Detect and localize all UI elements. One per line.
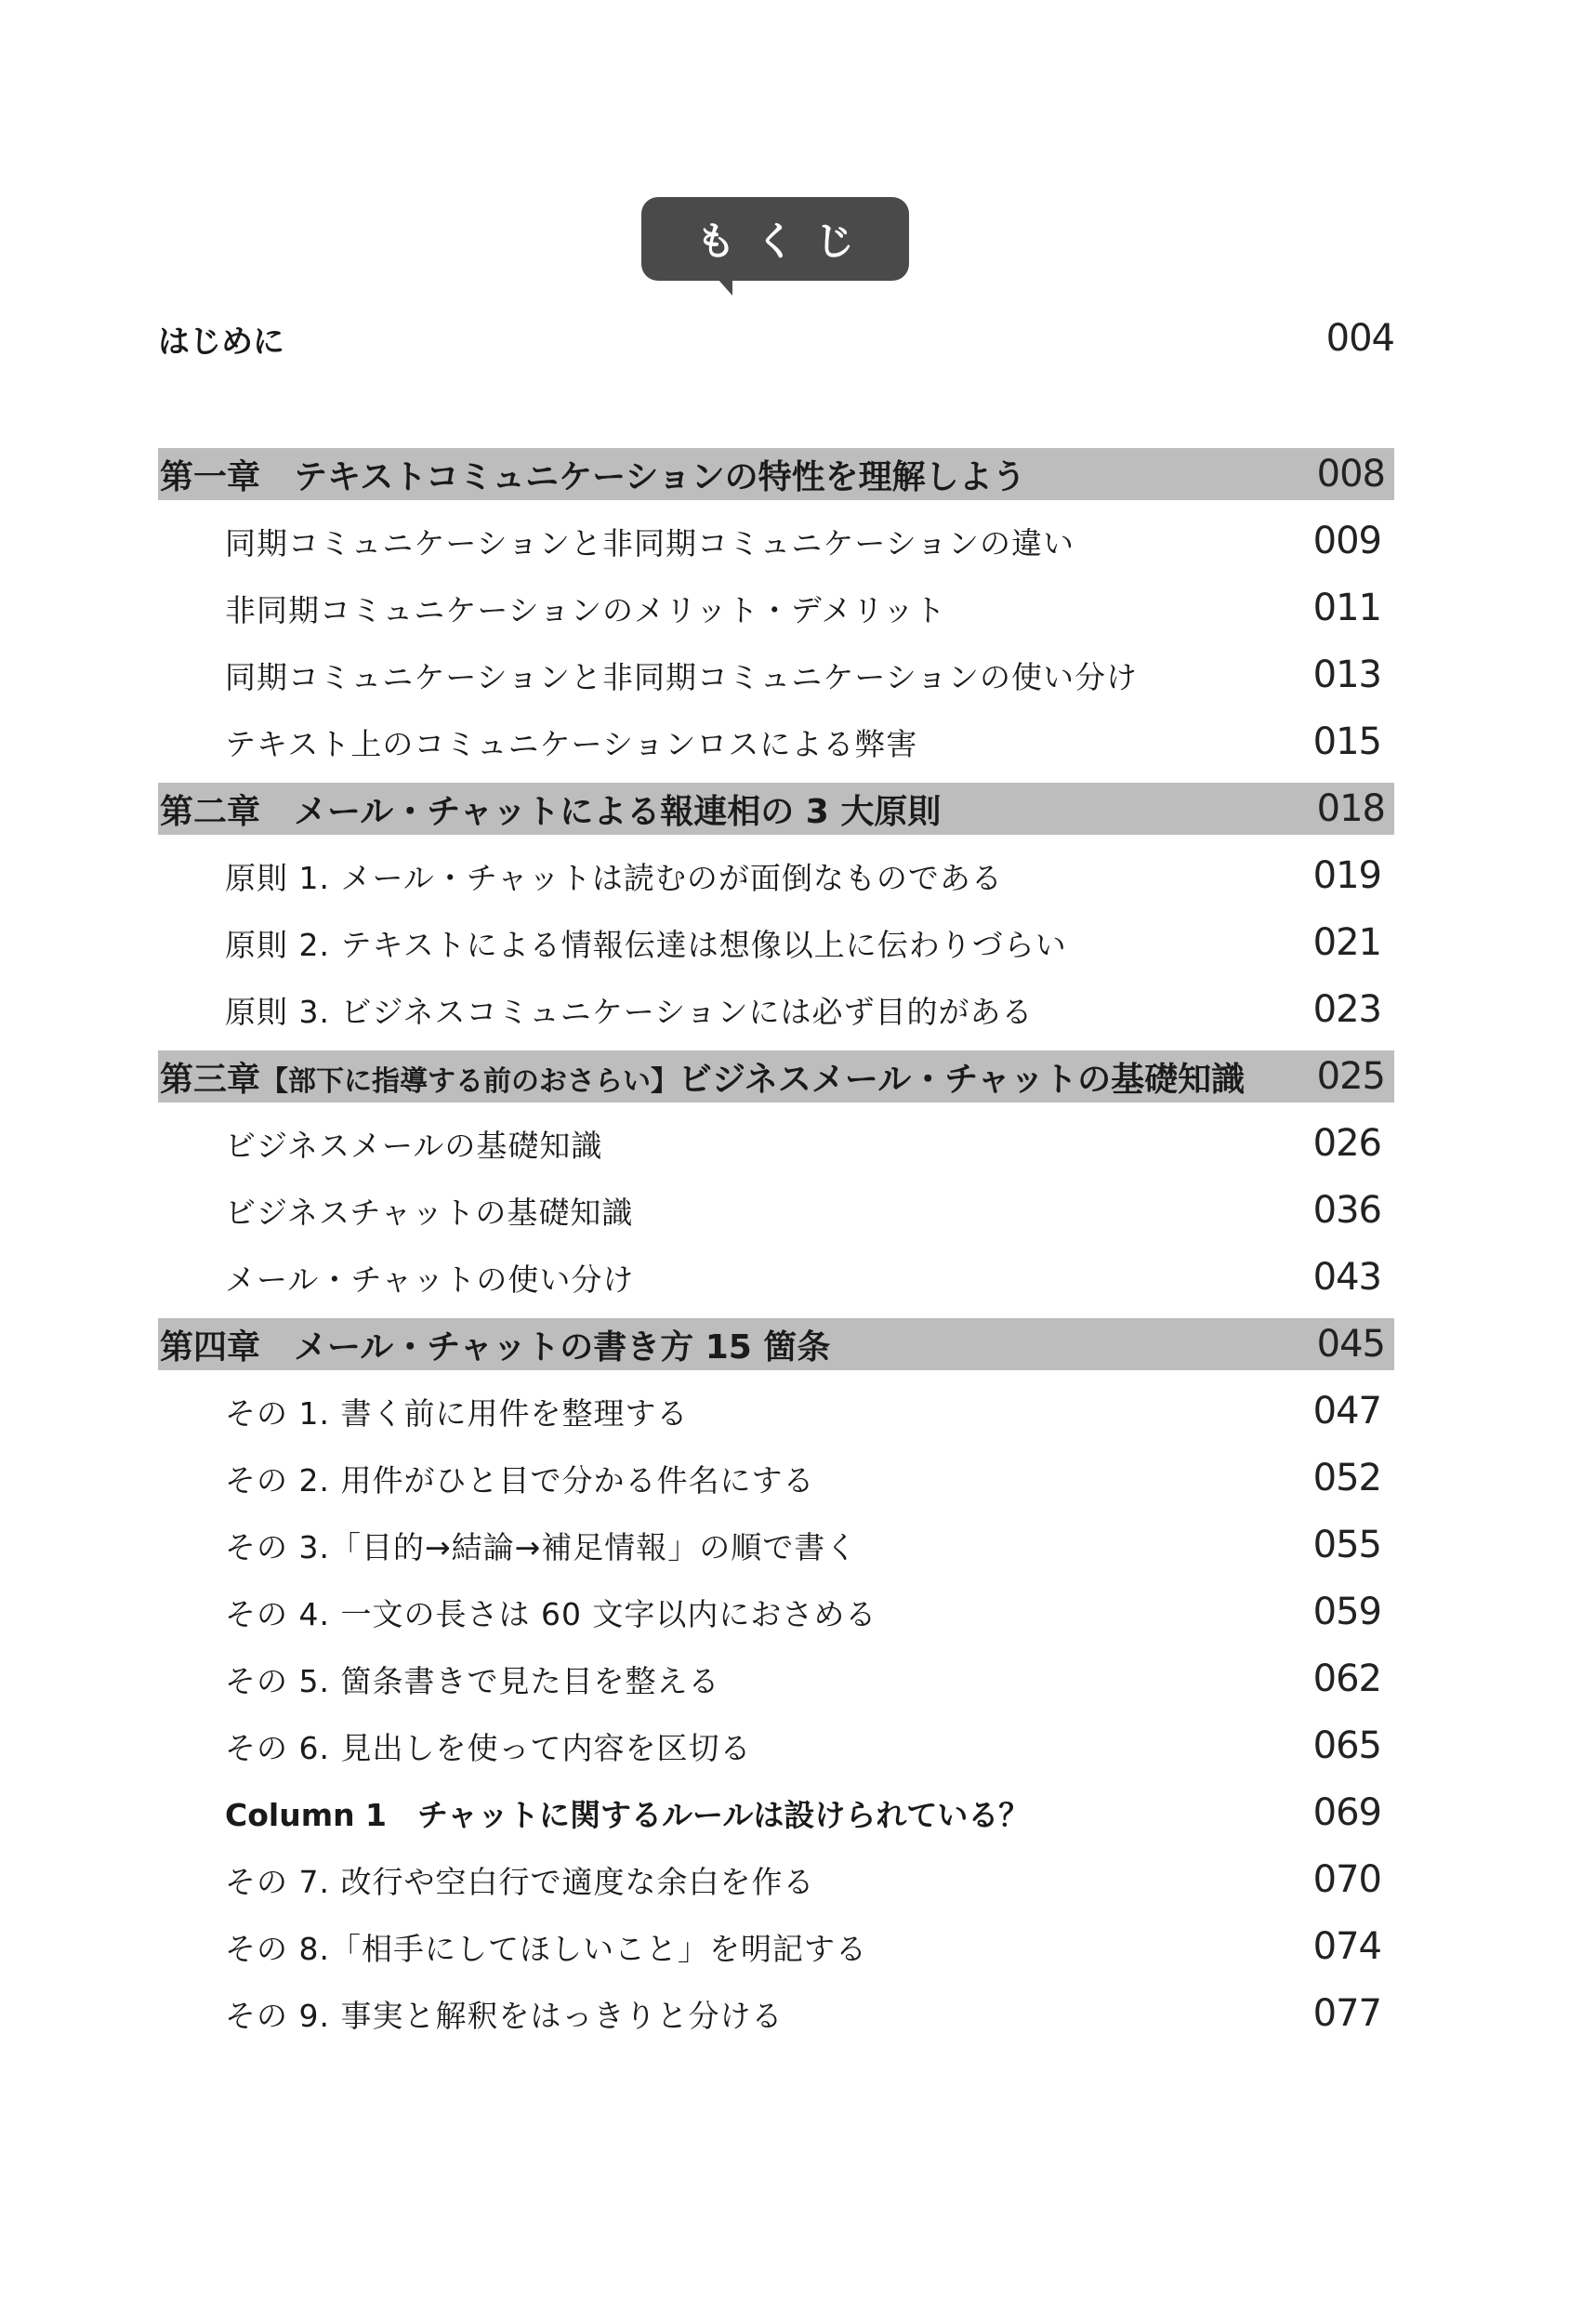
chapter-1-page: 008: [1316, 453, 1385, 495]
toc-entry-label: ビジネスメールの基礎知識: [225, 1127, 603, 1164]
toc-entry-page: 013: [1312, 654, 1381, 696]
toc-entry[interactable]: [158, 1452, 1394, 1504]
toc-entry-label: その 1. 書く前に用件を整理する: [225, 1394, 689, 1432]
chapter-3-page: 025: [1316, 1055, 1385, 1098]
toc-entry-page: 015: [1312, 720, 1381, 763]
toc-entry[interactable]: [158, 1519, 1394, 1571]
chapter-3-prefix: 第三章: [160, 1060, 261, 1099]
toc-entry[interactable]: [158, 515, 1394, 567]
toc-entry-label: その 3.「目的→結論→補足情報」の順で書く: [225, 1528, 858, 1565]
chapter-4-heading[interactable]: [158, 1318, 1394, 1370]
toc-entry-label: メール・チャットの使い分け: [225, 1261, 635, 1298]
toc-intro-label: はじめに: [158, 323, 284, 361]
chapter-1-heading[interactable]: [158, 448, 1394, 500]
toc-entry-label: その 8.「相手にしてほしいこと」を明記する: [225, 1930, 867, 1967]
toc-entry-label: 非同期コミュニケーションのメリット・デメリット: [225, 591, 947, 628]
toc-entry-label: テキスト上のコミュニケーションロスによる弊害: [225, 725, 918, 762]
toc-column-label: Column 1 チャットに関するルールは設けられている？: [225, 1796, 1030, 1833]
chapter-3-heading[interactable]: [158, 1050, 1394, 1103]
toc-entry-label: その 5. 箇条書きで見た目を整える: [225, 1662, 720, 1699]
chapter-2-heading[interactable]: [158, 783, 1394, 835]
toc-entry[interactable]: [158, 649, 1394, 701]
toc-entry[interactable]: [158, 1117, 1394, 1169]
toc-entry[interactable]: [158, 917, 1394, 969]
toc-intro[interactable]: [158, 312, 1394, 364]
chapter-4-label: 第四章 メール・チャットの書き方 15 箇条: [160, 1327, 831, 1367]
toc-entry[interactable]: [158, 1653, 1394, 1705]
toc-entry[interactable]: [158, 1586, 1394, 1638]
toc-entry-page: 055: [1312, 1524, 1381, 1566]
toc-entry-page: 047: [1312, 1390, 1381, 1433]
toc-entry-page: 077: [1312, 1992, 1381, 2035]
toc-entry[interactable]: [158, 716, 1394, 768]
toc-title: もくじ: [641, 197, 909, 281]
toc-entry[interactable]: [158, 582, 1394, 634]
toc-entry[interactable]: [158, 1251, 1394, 1303]
chapter-1-label: 第一章 テキストコミュニケーションの特性を理解しよう: [160, 457, 1026, 496]
toc-entry-label: その 7. 改行や空白行で適度な余白を作る: [225, 1863, 815, 1900]
toc-entry[interactable]: [158, 1720, 1394, 1772]
toc-entry-page: 070: [1312, 1858, 1381, 1901]
toc-entry-page: 019: [1312, 854, 1381, 897]
toc-entry-page: 026: [1312, 1122, 1381, 1165]
chapter-4-page: 045: [1316, 1323, 1385, 1366]
toc-entry-page: 059: [1312, 1591, 1381, 1633]
title-bubble-tail: [718, 279, 732, 296]
toc-entry-label: その 6. 見出しを使って内容を区切る: [225, 1729, 752, 1766]
toc-entry-label: ビジネスチャットの基礎知識: [225, 1194, 634, 1231]
toc-entry-page: 009: [1312, 520, 1381, 562]
toc-entry-label: その 2. 用件がひと目で分かる件名にする: [225, 1461, 815, 1499]
toc-entry-page: 023: [1312, 988, 1381, 1031]
toc-entry-label: 同期コミュニケーションと非同期コミュニケーションの使い分け: [225, 658, 1139, 695]
toc-column-entry[interactable]: [158, 1787, 1394, 1839]
toc-entry[interactable]: [158, 1921, 1394, 1973]
chapter-3-subtitle: 【部下に指導する前のおさらい】: [260, 1064, 679, 1098]
toc-entry-label: 同期コミュニケーションと非同期コミュニケーションの違い: [225, 524, 1075, 561]
toc-entry-page: 043: [1312, 1256, 1381, 1299]
toc-entry[interactable]: [158, 1385, 1394, 1437]
toc-entry-page: 011: [1312, 587, 1381, 629]
toc-entry-page: 036: [1312, 1189, 1381, 1232]
toc-entry-page: 074: [1312, 1925, 1381, 1968]
toc-intro-page: 004: [1325, 317, 1394, 360]
toc-column-page: 069: [1312, 1791, 1381, 1834]
toc-entry-page: 052: [1312, 1457, 1381, 1499]
toc-entry-page: 065: [1312, 1724, 1381, 1767]
chapter-2-page: 018: [1316, 787, 1385, 830]
toc-entry[interactable]: [158, 850, 1394, 902]
chapter-2-label: 第二章 メール・チャットによる報連相の 3 大原則: [160, 792, 942, 831]
toc-entry-label: 原則 2. テキストによる情報伝達は想像以上に伝わりづらい: [225, 926, 1067, 963]
toc-entry-page: 062: [1312, 1657, 1381, 1700]
toc-entry-label: その 9. 事実と解釈をはっきりと分ける: [225, 1997, 784, 2034]
toc-entry[interactable]: [158, 1987, 1394, 2040]
chapter-3-suffix: ビジネスメール・チャットの基礎知識: [679, 1060, 1246, 1099]
toc-entry-label: 原則 1. メール・チャットは読むのが面倒なものである: [225, 859, 1003, 896]
toc-entry-label: 原則 3. ビジネスコミュニケーションには必ず目的がある: [225, 993, 1034, 1030]
toc-entry[interactable]: [158, 1854, 1394, 1906]
chapter-3-label: [158, 1053, 1245, 1101]
toc-entry-label: その 4. 一文の長さは 60 文字以内におさめる: [225, 1595, 877, 1632]
toc-entry-page: 021: [1312, 921, 1381, 964]
toc-entry[interactable]: [158, 984, 1394, 1036]
toc-entry[interactable]: [158, 1184, 1394, 1236]
